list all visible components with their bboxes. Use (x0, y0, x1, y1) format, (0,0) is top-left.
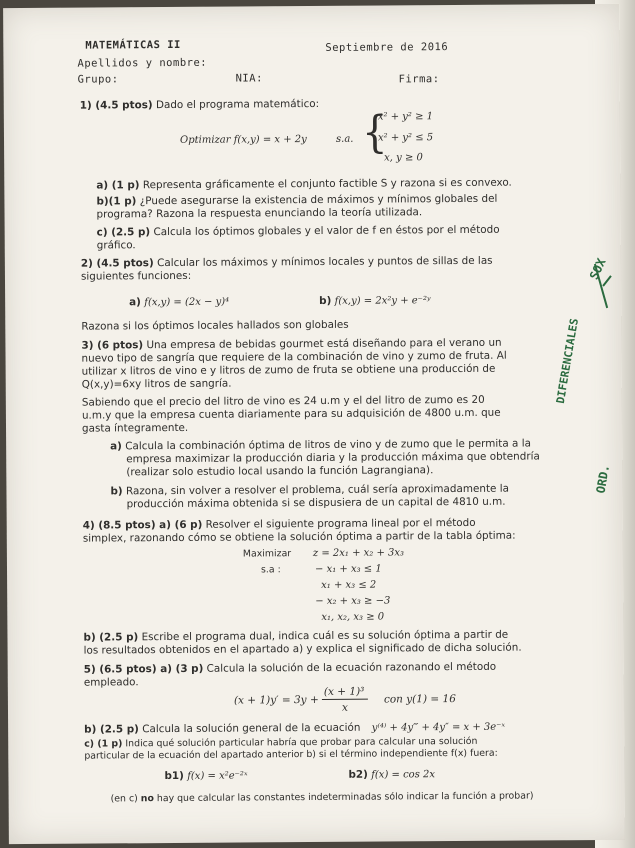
q1-heading: 1) (4.5 ptos) Dado el programa matemático: (79, 97, 320, 112)
nia-label: NIA: (235, 72, 263, 85)
margin-note-diferenciales: DIFERENCIALES (553, 317, 582, 405)
q1-constraint-1: x² + y² ≥ 1 (377, 111, 434, 123)
q5-b2: b2) f(x) = cos 2x (348, 768, 436, 781)
q3-p2-line2: u.m.y que la empresa cuenta diariamente para su adquisición de 4800 u.m. que (81, 406, 501, 422)
margin-tick-icon (591, 256, 615, 316)
q5-note: (en c) no hay que calcular las constantes indeterminadas sólo indicar la función a probar) (110, 790, 534, 805)
q3-p1-line4: Q(x,y)=6xy litros de sangría. (81, 377, 232, 391)
q5-fraction-num: (x + 1)³ (323, 685, 365, 698)
q4-heading: 4) (8.5 ptos) a) (6 p) Resolver el siguiente programa lineal por el método (82, 516, 476, 532)
q4-constraint-4: x₁, x₂, x₃ ≥ 0 (321, 611, 385, 623)
q3-heading: 3) (6 ptos) Una empresa de bebidas gourmet está diseñando para el verano un (81, 336, 502, 352)
q5-b1: b1) f(x) = x²e⁻²ˣ (164, 769, 248, 783)
q2-part-b: b) f(x,y) = 2x²y + e⁻²ʸ (319, 294, 431, 307)
q3-part-a-line2: empresa maximizar la producción diaria y la producción máxima que obtendría (126, 450, 540, 466)
q3-p2-line3: gasta íntegramente. (81, 421, 189, 435)
q2-heading-cont: siguientes funciones: (80, 269, 192, 283)
q1-constraint-2: x² + y² ≤ 5 (377, 132, 434, 144)
q3-part-a-line3: (realizar solo estudio local usando la función Lagrangiana). (126, 464, 434, 479)
name-label: Apellidos y nombre: (77, 56, 208, 70)
q1-part-a: a) (1 p) Representa gráficamente el conjunto factible S y razona si es convexo. (96, 176, 512, 192)
q5-part-c-cont: particular de la ecuación del apartado anterior b) si el término independiente f(x) fuera: (84, 747, 498, 762)
q4-part-b: b) (2.5 p) Escribe el programa dual, indica cuál es su solución óptima a partir de (83, 628, 509, 644)
subject-title: MATEMÁTICAS II (85, 38, 181, 52)
q2-reason: Razona si los óptimos locales hallados son globales (81, 318, 349, 333)
exam-date: Septiembre de 2016 (325, 41, 449, 54)
q4-part-b-cont: los resultados obtenidos en el apartado a) y explica el significado de dicha solución. (83, 641, 522, 657)
q4-constraint-1: − x₁ + x₃ ≤ 1 (314, 563, 382, 575)
q5-heading: 5) (6.5 ptos) a) (3 p) Calcula la solución de la ecuación razonando el método (83, 660, 497, 676)
margin-note-sox: SOX (586, 256, 609, 282)
q1-part-b-cont: programa? Razona la respuesta enunciando la teoría utilizada. (96, 206, 423, 221)
q3-p1-line3: utilizar x litros de vino e y litros de zumo de fruta se obtiene una producción de (81, 362, 496, 378)
q4-constraint-2: x₁ + x₃ ≤ 2 (321, 579, 377, 591)
q4-objective: z = 2x₁ + x₂ + 3x₃ (312, 547, 405, 560)
q4-sa: s.a : (260, 564, 281, 576)
q4-constraint-3: − x₂ + x₃ ≥ −3 (315, 595, 391, 607)
exam-sheet (3, 4, 625, 844)
margin-note-ord: ORD. (593, 463, 613, 495)
q3-part-a: a) Calcula la combinación óptima de litros de vino y de zumo que le permita a la (110, 437, 531, 453)
q5-condition: con y(1) = 16 (383, 693, 456, 706)
q4-heading-cont: simplex, razonando cómo se obtiene la solución óptima a partir de la tabla óptima: (82, 529, 516, 545)
q3-p2-line1: Sabiendo que el precio del litro de vino es 24 u.m y el del litro de zumo es 20 (81, 393, 485, 409)
q5-part-c: c) (1 p) Indica qué solución particular habría que probar para calcular una solución (84, 735, 478, 750)
q5-heading-cont: empleado. (83, 676, 139, 689)
q1-part-c-cont: gráfico. (96, 239, 136, 252)
q5-equation-left: (x + 1)y′ = 3y + (233, 693, 319, 707)
q2-part-a: a) f(x,y) = (2x − y)⁴ (129, 296, 230, 309)
q5-fraction-den: x (341, 701, 348, 714)
q1-constraint-3: x, y ≥ 0 (384, 152, 423, 164)
group-label: Grupo: (77, 73, 119, 86)
q1-sa: s.a. (335, 133, 354, 145)
q1-part-b: b)(1 p) ¿Puede asegurarse la existencia de máximos y mínimos globales del (96, 192, 498, 208)
q3-p1-line2: nuevo tipo de sangría que requiere de la combinación de vino y zumo de fruta. Al (81, 349, 507, 365)
q1-brace: { (361, 107, 388, 158)
q1-objective: Optimizar f(x,y) = x + 2y (179, 134, 307, 146)
q1-part-c: c) (2.5 p) Calcula los óptimos globales y el valor de f en éstos por el método (96, 223, 500, 239)
q3-part-b-line2: producción máxima obtenida si se dispusiera de un capital de 4810 u.m. (126, 495, 506, 511)
q2-heading: 2) (4.5 ptos) Calcular los máximos y mínimos locales y puntos de sillas de las (80, 254, 493, 270)
signature-label: Firma: (398, 73, 440, 86)
q5-part-b: b) (2.5 p) Calcula la solución general de la ecuación y⁽⁴⁾ + 4y‴ + 4y″ = x + 3e⁻ˣ (84, 721, 506, 736)
q3-part-b: b) Razona, sin volver a resolver el problema, cuál sería aproximadamente la (110, 482, 510, 498)
q5-fraction-bar (322, 699, 368, 700)
q4-maximizar: Maximizar (242, 548, 292, 560)
